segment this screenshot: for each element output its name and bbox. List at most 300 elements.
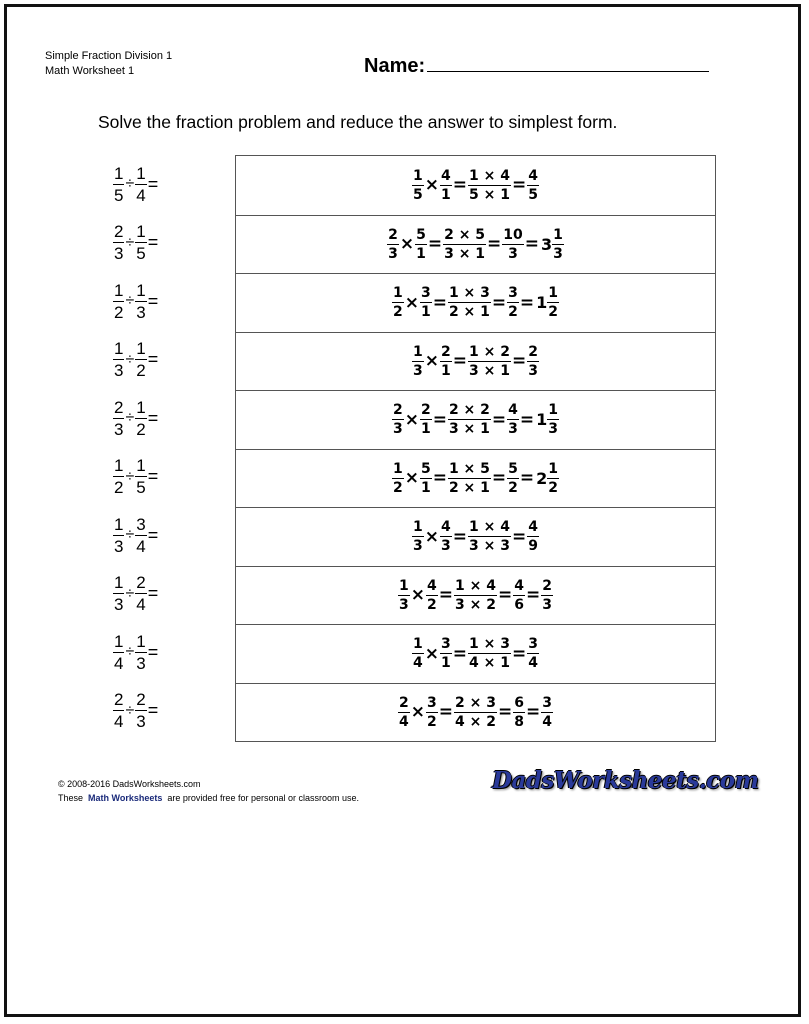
fraction [468, 520, 511, 553]
numerator: 1 [114, 514, 124, 534]
fraction [440, 637, 452, 670]
fraction [412, 169, 424, 202]
fraction-bar [527, 361, 539, 362]
numerator: 1 × 2 [469, 343, 510, 360]
fraction-bar [113, 593, 124, 594]
equals-sign: = [147, 583, 159, 603]
fraction-bar [440, 361, 452, 362]
fraction-bar [507, 302, 519, 303]
denominator: 5 [136, 244, 146, 263]
denominator: 3 [136, 302, 146, 322]
denominator: 2 [136, 419, 146, 439]
numerator: 1 [399, 577, 409, 594]
numerator: 1 × 4 [455, 577, 496, 594]
numerator: 5 [420, 460, 431, 477]
fraction [113, 340, 124, 379]
numerator: 1 [136, 456, 146, 475]
equals-sign: = [487, 234, 502, 255]
denominator: 3 [399, 596, 409, 613]
fraction-bar [448, 419, 491, 420]
divide-symbol: ÷ [125, 584, 135, 602]
answer-row [236, 390, 715, 449]
answer-row [236, 156, 715, 215]
denominator: 5 × 1 [469, 186, 510, 203]
problem-item [113, 623, 159, 681]
numerator: 1 [114, 573, 124, 592]
numerator: 2 [392, 402, 403, 419]
fraction-bar [547, 478, 559, 479]
fraction-bar [135, 476, 146, 477]
numerator: 1 × 3 [469, 636, 510, 653]
equals-sign: = [438, 702, 454, 723]
fraction [527, 169, 539, 202]
equals-sign: = [147, 290, 159, 311]
fraction [113, 282, 124, 321]
worksheet-meta [45, 49, 172, 79]
numerator: 4 [514, 577, 524, 594]
fraction-bar [398, 712, 410, 713]
numerator: 4 [427, 577, 437, 594]
answer-row [236, 449, 715, 508]
numerator: 1 [136, 397, 146, 417]
fraction-bar [513, 712, 525, 713]
fraction-bar [135, 184, 146, 185]
divide-symbol: ÷ [125, 350, 135, 368]
answer-table [235, 155, 716, 742]
times-symbol: × [424, 643, 440, 664]
numerator: 1 [136, 163, 146, 183]
numerator: 2 × 3 [455, 694, 496, 711]
denominator: 1 [420, 421, 431, 438]
denominator: 1 [420, 304, 431, 321]
numerator: 2 [388, 226, 398, 243]
denominator: 3 [413, 538, 423, 555]
times-symbol: × [399, 234, 415, 255]
numerator: 3 [420, 285, 431, 302]
denominator: 3 [413, 362, 423, 379]
fraction-bar [392, 419, 404, 420]
fraction [443, 228, 486, 261]
numerator: 2 [136, 573, 146, 592]
numerator: 3 [508, 285, 518, 302]
whole-number: 1 [536, 410, 548, 430]
numerator: 2 [114, 690, 124, 709]
denominator: 3 × 1 [469, 362, 510, 379]
fraction-bar [541, 712, 553, 713]
fraction [398, 696, 410, 729]
equals-sign: = [497, 585, 513, 606]
equals-sign: = [147, 232, 159, 252]
numerator: 4 [528, 519, 538, 536]
equals-sign: = [147, 466, 159, 486]
numerator: 1 [136, 222, 146, 241]
denominator: 2 [114, 302, 124, 322]
fraction [113, 633, 124, 672]
fraction [135, 516, 146, 555]
numerator: 1 [114, 280, 124, 300]
fraction [113, 165, 124, 204]
fraction-bar [440, 185, 452, 186]
fraction-bar [412, 361, 424, 362]
instructions: Solve the fraction problem and reduce the answer to simplest form. [98, 112, 618, 132]
numerator: 2 [114, 222, 124, 241]
fraction [507, 462, 519, 495]
numerator: 2 [136, 690, 146, 709]
numerator: 1 [413, 519, 423, 536]
denominator: 3 [548, 421, 559, 438]
worksheet-title: Simple Fraction Division 1 [45, 50, 173, 62]
numerator: 2 × 2 [448, 402, 490, 419]
fraction-bar [113, 418, 124, 419]
fraction [113, 516, 124, 555]
fraction-bar [426, 595, 438, 596]
times-symbol: × [404, 409, 419, 430]
numerator: 1 [392, 285, 403, 302]
divide-symbol: ÷ [125, 233, 135, 251]
numerator: 4 [441, 519, 451, 536]
fraction [513, 696, 525, 729]
denominator: 2 [427, 596, 437, 613]
divide-symbol: ÷ [125, 175, 135, 192]
name-blank-line [427, 53, 709, 72]
fraction [541, 579, 553, 612]
fraction [412, 637, 424, 670]
equals-sign: = [525, 702, 541, 723]
equals-sign: = [497, 702, 513, 723]
denominator: 4 [528, 655, 538, 672]
fraction [113, 399, 124, 438]
equals-sign: = [511, 526, 527, 547]
denominator: 3 × 2 [455, 596, 496, 613]
equals-sign: = [452, 526, 468, 547]
denominator: 1 [441, 655, 451, 672]
fraction-bar [527, 185, 539, 186]
denominator: 3 [136, 712, 146, 731]
fraction [426, 579, 438, 612]
worksheet-subtitle: Math Worksheet 1 [45, 65, 135, 77]
numerator: 1 [136, 339, 146, 358]
fraction-bar [448, 478, 491, 479]
numerator: 2 [399, 694, 409, 711]
denominator: 4 [136, 185, 146, 205]
denominator: 1 [416, 245, 426, 262]
equals-sign: = [524, 234, 540, 255]
fraction-bar [454, 712, 497, 713]
fraction-bar [547, 302, 559, 303]
fraction [113, 574, 124, 613]
times-symbol: × [410, 702, 426, 723]
numerator: 1 [553, 226, 563, 243]
times-symbol: × [424, 526, 440, 547]
numerator: 2 [114, 397, 124, 417]
fraction-bar [454, 595, 497, 596]
fraction-bar [135, 242, 146, 243]
denominator: 3 [441, 538, 451, 555]
numerator: 5 [416, 226, 426, 243]
answer-row [236, 215, 715, 274]
denominator: 3 [114, 419, 124, 439]
fraction-bar [527, 536, 539, 537]
denominator: 5 [114, 185, 124, 205]
fraction-bar [541, 595, 553, 596]
fraction [547, 286, 559, 319]
denominator: 3 × 1 [444, 245, 486, 262]
dadsworksheets-logo: DadsWorksheets.com [492, 767, 759, 794]
fraction [547, 403, 559, 436]
fraction [527, 637, 539, 670]
fraction-bar [135, 535, 146, 536]
times-symbol: × [424, 351, 440, 372]
fraction-bar [392, 478, 404, 479]
fraction-bar [468, 185, 511, 186]
equals-sign: = [452, 351, 468, 372]
numerator: 1 [136, 280, 146, 300]
equals-sign: = [147, 641, 159, 662]
fraction-bar [420, 478, 432, 479]
equals-sign: = [511, 351, 527, 372]
denominator: 2 [392, 304, 403, 321]
problem-item [113, 214, 159, 272]
numerator: 6 [514, 694, 524, 711]
fraction-bar [135, 301, 146, 302]
denominator: 4 [399, 713, 409, 730]
denominator: 4 [542, 713, 552, 730]
divide-symbol: ÷ [125, 467, 135, 485]
numerator: 1 [114, 163, 124, 183]
fraction [420, 286, 432, 319]
denominator: 4 [136, 595, 146, 614]
fraction [541, 696, 553, 729]
fraction-bar [412, 536, 424, 537]
numerator: 1 [413, 636, 423, 653]
denominator: 4 [114, 712, 124, 731]
numerator: 3 [542, 694, 552, 711]
equals-sign: = [147, 173, 159, 194]
denominator: 3 [508, 421, 518, 438]
numerator: 1 [413, 343, 423, 360]
fraction-bar [412, 185, 424, 186]
denominator: 2 [392, 479, 403, 496]
fraction [527, 345, 539, 378]
fraction [448, 403, 491, 436]
whole-number: 1 [536, 293, 548, 313]
equals-sign: = [491, 468, 507, 489]
equals-sign: = [432, 468, 447, 489]
fraction-bar [113, 476, 124, 477]
fraction [135, 633, 146, 672]
numerator: 1 × 4 [469, 167, 510, 184]
fraction [135, 399, 146, 438]
answer-row [236, 683, 715, 742]
numerator: 1 × 5 [448, 460, 490, 477]
denominator: 3 [388, 245, 398, 262]
denominator: 3 × 3 [469, 538, 510, 555]
divide-symbol: ÷ [125, 701, 135, 719]
times-symbol: × [404, 468, 419, 489]
equals-sign: = [427, 234, 443, 255]
fraction [527, 520, 539, 553]
problem-item [113, 331, 159, 389]
fraction [135, 223, 146, 262]
denominator: 3 [542, 596, 552, 613]
fraction [448, 286, 491, 319]
fraction [420, 462, 432, 495]
usage-suffix: are provided free for personal or classroom use. [167, 793, 359, 803]
numerator: 1 [548, 402, 559, 419]
fraction-bar [468, 361, 511, 362]
fraction [415, 228, 427, 261]
fraction [392, 286, 404, 319]
equals-sign: = [452, 643, 468, 664]
numerator: 3 [441, 636, 451, 653]
equals-sign: = [491, 292, 507, 313]
name-label: Name: [364, 55, 426, 77]
numerator: 3 [528, 636, 538, 653]
fraction [135, 574, 146, 613]
denominator: 3 [508, 245, 518, 262]
fraction [135, 282, 146, 321]
footer [58, 777, 359, 805]
numerator: 1 [114, 456, 124, 475]
numerator: 4 [441, 167, 451, 184]
denominator: 3 [114, 361, 124, 380]
fraction-bar [547, 419, 559, 420]
denominator: 3 [553, 245, 563, 262]
denominator: 3 [528, 362, 538, 379]
fraction-bar [507, 478, 519, 479]
fraction-bar [426, 712, 438, 713]
name-field [364, 53, 709, 78]
denominator: 5 [528, 186, 538, 203]
numerator: 5 [508, 460, 518, 477]
denominator: 2 × 1 [448, 304, 490, 321]
numerator: 2 [441, 343, 451, 360]
problem-item [113, 682, 159, 740]
numerator: 1 [548, 460, 559, 477]
numerator: 2 [542, 577, 552, 594]
denominator: 5 [136, 478, 146, 497]
numerator: 1 × 3 [448, 285, 490, 302]
fraction [412, 520, 424, 553]
fraction-bar [135, 593, 146, 594]
numerator: 4 [508, 402, 518, 419]
denominator: 6 [514, 596, 524, 613]
numerator: 1 [548, 285, 559, 302]
fraction-bar [468, 536, 511, 537]
fraction-bar [113, 710, 124, 711]
problem-item [113, 389, 159, 447]
equals-sign: = [452, 175, 468, 196]
denominator: 4 [413, 655, 423, 672]
fraction-bar [527, 653, 539, 654]
denominator: 4 × 1 [469, 655, 510, 672]
math-worksheets-link[interactable]: Math Worksheets [88, 793, 163, 803]
fraction-bar [420, 419, 432, 420]
denominator: 2 [427, 713, 437, 730]
fraction [440, 345, 452, 378]
fraction-bar [387, 244, 399, 245]
numerator: 2 × 5 [444, 226, 486, 243]
equals-sign: = [511, 175, 527, 196]
equals-sign: = [147, 700, 159, 720]
answer-row [236, 507, 715, 566]
numerator: 10 [503, 226, 523, 243]
times-symbol: × [424, 175, 440, 196]
fraction [392, 403, 404, 436]
fraction-bar [113, 652, 124, 653]
denominator: 9 [528, 538, 538, 555]
times-symbol: × [410, 585, 426, 606]
fraction-bar [448, 302, 491, 303]
numerator: 2 [528, 343, 538, 360]
fraction [412, 345, 424, 378]
fraction [440, 169, 452, 202]
fraction-bar [468, 653, 511, 654]
denominator: 2 [548, 479, 559, 496]
fraction-bar [113, 359, 124, 360]
fraction-bar [113, 301, 124, 302]
equals-sign: = [519, 468, 535, 489]
fraction-bar [552, 244, 564, 245]
equals-sign: = [147, 349, 159, 369]
denominator: 2 [114, 478, 124, 497]
answer-row [236, 332, 715, 391]
fraction-bar [398, 595, 410, 596]
fraction [135, 340, 146, 379]
fraction [387, 228, 399, 261]
numerator: 1 × 4 [469, 519, 510, 536]
numerator: 1 [136, 631, 146, 651]
fraction-bar [440, 653, 452, 654]
equals-sign: = [438, 585, 454, 606]
fraction-bar [135, 418, 146, 419]
fraction [507, 286, 519, 319]
fraction [113, 223, 124, 262]
denominator: 3 [114, 244, 124, 263]
denominator: 1 [441, 362, 451, 379]
numerator: 3 [136, 514, 146, 534]
denominator: 8 [514, 713, 524, 730]
denominator: 3 [136, 653, 146, 673]
whole-number: 2 [536, 468, 548, 488]
equals-sign: = [519, 409, 535, 430]
fraction [454, 696, 497, 729]
denominator: 3 [114, 536, 124, 556]
fraction-bar [420, 302, 432, 303]
copyright: © 2008-2016 DadsWorksheets.com [58, 779, 201, 789]
fraction [502, 228, 523, 261]
denominator: 4 [136, 536, 146, 556]
problem-item [113, 565, 159, 623]
denominator: 2 [508, 479, 518, 496]
fraction-bar [135, 652, 146, 653]
fraction [513, 579, 525, 612]
fraction [454, 579, 497, 612]
fraction [113, 457, 124, 496]
equals-sign: = [432, 292, 447, 313]
denominator: 2 [136, 361, 146, 380]
fraction [135, 165, 146, 204]
denominator: 4 [114, 653, 124, 673]
divide-symbol: ÷ [125, 643, 135, 660]
numerator: 4 [528, 167, 538, 184]
fraction [468, 169, 511, 202]
denominator: 3 [392, 421, 403, 438]
fraction [440, 520, 452, 553]
fraction-bar [113, 535, 124, 536]
fraction-bar [412, 653, 424, 654]
answer-row [236, 273, 715, 332]
